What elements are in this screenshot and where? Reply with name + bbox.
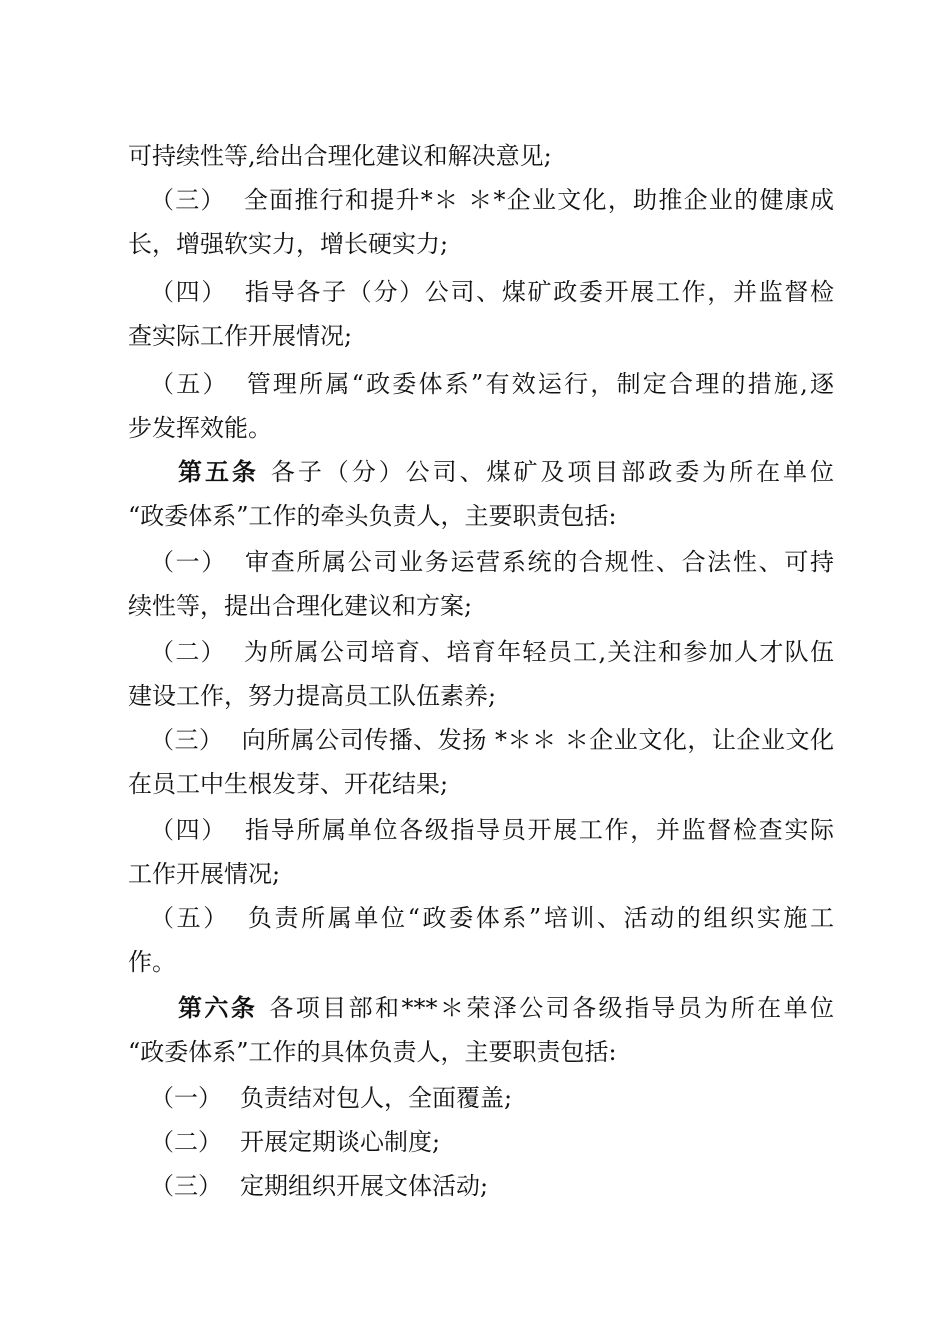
text-span: 向所属公司传播、发扬 *＊＊ ＊企业文化，让企业文化: [241, 726, 834, 754]
text-line: [150, 1164, 834, 1208]
article-number: 第五条: [178, 457, 259, 486]
article-heading-line: [178, 450, 834, 494]
list-marker: （四）: [150, 816, 228, 844]
text-span: 负责结对包人，全面覆盖;: [240, 1084, 513, 1112]
list-marker: （一）: [150, 1084, 222, 1112]
article-number: 第六条: [178, 993, 258, 1022]
text-line: [150, 896, 834, 940]
text-line: 查实际工作开展情况;: [128, 322, 353, 350]
text-line: [150, 362, 834, 406]
text-line: “政委体系”工作的牵头负责人，主要职责包括:: [128, 502, 617, 530]
text-line: [150, 178, 834, 222]
text-span: 各项目部和***＊荣泽公司各级指导员为所在单位: [269, 994, 834, 1022]
text-span: 审查所属公司业务运营系统的合规性、合法性、可持: [245, 548, 834, 576]
text-span: 定期组织开展文体活动;: [240, 1172, 489, 1200]
article-heading-line: [178, 986, 834, 1030]
text-line: [150, 808, 834, 852]
list-marker: （二）: [150, 638, 226, 666]
text-line: [150, 630, 834, 674]
text-line: 建设工作，努力提高员工队伍素养;: [128, 682, 497, 710]
text-span: 为所属公司培育、培育年轻员工,关注和参加人才队伍: [243, 638, 834, 666]
list-marker: （二）: [150, 1128, 222, 1156]
text-span: 各子（分）公司、煤矿及项目部政委为所在单位: [270, 458, 834, 486]
list-marker: （一）: [150, 548, 228, 576]
list-marker: （三）: [150, 1172, 222, 1200]
list-marker: （四）: [150, 278, 228, 306]
text-line: 工作开展情况;: [128, 860, 281, 888]
text-line: [150, 718, 834, 762]
list-marker: （五）: [150, 370, 229, 398]
text-span: 指导各子（分）公司、煤矿政委开展工作，并监督检: [245, 278, 834, 306]
list-marker: （三）: [150, 186, 226, 214]
text-line: 步发挥效能。: [128, 414, 272, 442]
text-line: 长，增强软实力，增长硬实力;: [128, 230, 449, 258]
text-line: [150, 1076, 834, 1120]
text-span: 管理所属“政委体系”有效运行，制定合理的措施,逐: [246, 370, 834, 398]
text-line: [150, 270, 834, 314]
text-line: “政委体系”工作的具体负责人，主要职责包括:: [128, 1038, 617, 1066]
text-span: 指导所属单位各级指导员开展工作，并监督检查实际: [245, 816, 834, 844]
text-span: 全面推行和提升*＊ ＊*企业文化，助推企业的健康成: [243, 186, 834, 214]
text-line: [150, 1120, 834, 1164]
text-line: [150, 540, 834, 584]
text-line: 可持续性等,给出合理化建议和解决意见;: [128, 142, 552, 170]
text-span: 负责所属单位“政委体系”培训、活动的组织实施工: [247, 904, 834, 932]
text-line: 续性等，提出合理化建议和方案;: [128, 592, 473, 620]
text-span: 开展定期谈心制度;: [240, 1128, 441, 1156]
list-marker: （五）: [150, 904, 230, 932]
text-line: 作。: [128, 948, 176, 976]
list-marker: （三）: [150, 726, 224, 754]
text-line: 在员工中生根发芽、开花结果;: [128, 770, 449, 798]
